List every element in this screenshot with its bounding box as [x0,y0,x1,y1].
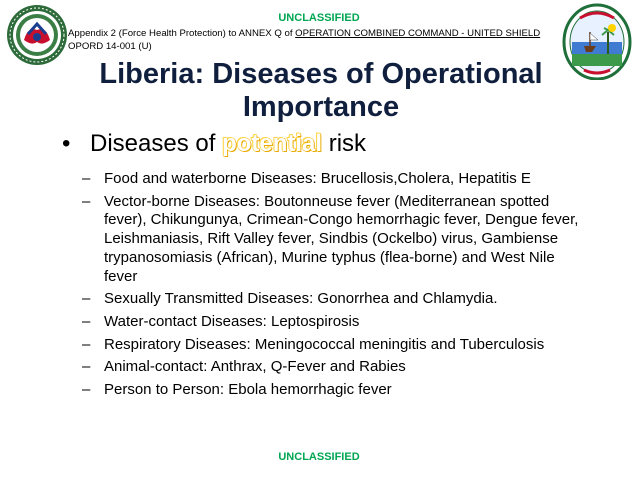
list-item [82,358,582,377]
list-item [82,170,582,189]
list-item-text: Animal-contact: Anthrax, Q-Fever and Rabies [104,358,406,376]
list-item [82,381,582,400]
appendix-header [68,27,560,53]
dash-marker: – [82,170,91,187]
list-item-text: Respiratory Diseases: Meningococcal meningitis and Tuberculosis [104,335,545,353]
seal-icon [6,4,68,66]
operation-name: OPERATION COMBINED COMMAND - UNITED SHIELD [295,28,541,39]
list-item [82,336,582,355]
list-item-text: Water-contact Diseases: Leptospirosis [104,312,360,330]
main-bullet-text-before: Diseases of [90,130,223,157]
main-bullet-text-after: risk [322,130,367,157]
list-item-text: Person to Person: Ebola hemorrhagic fever [104,381,392,399]
classification-banner-bottom: UNCLASSIFIED [278,451,360,463]
dash-marker: – [82,192,91,210]
list-item-text: Sexually Transmitted Diseases: Gonorrhea and Chlamydia. [104,290,498,308]
list-item-text: Vector-borne Diseases: Boutonneuse fever (Mediterranean spotted fever), Chikungunya, Crimean-Congo hemorrhagic fever, Dengue fever, Leishmaniasis, Rift Valley fever, Sindbis (Ockelbo) virus, Gambiense trypanosomiasis (African), Murine typhus (flea-borne) and West Nile fever [104,192,579,285]
classification-banner-top: UNCLASSIFIED [278,12,360,24]
opord-number: OPORD 14-001 (U) [68,41,152,52]
list-item-text: Food and waterborne Diseases: Brucellosis,Cholera, Hepatitis E [104,170,531,187]
list-item [82,290,582,309]
dash-marker: – [82,312,91,330]
main-bullet [62,128,366,160]
list-item [82,313,582,332]
dash-marker: – [82,358,91,376]
dash-marker: – [82,381,91,399]
dash-marker: – [82,335,91,353]
highlight-word: potential [222,130,323,157]
slide-title: Liberia: Diseases of Operational Importance [99,58,543,123]
appendix-prefix: Appendix 2 (Force Health Protection) to ANNEX Q of [68,28,296,39]
bullet-marker: • [62,130,71,157]
list-item [82,193,582,287]
disease-list [82,170,582,404]
dash-marker: – [82,290,91,308]
